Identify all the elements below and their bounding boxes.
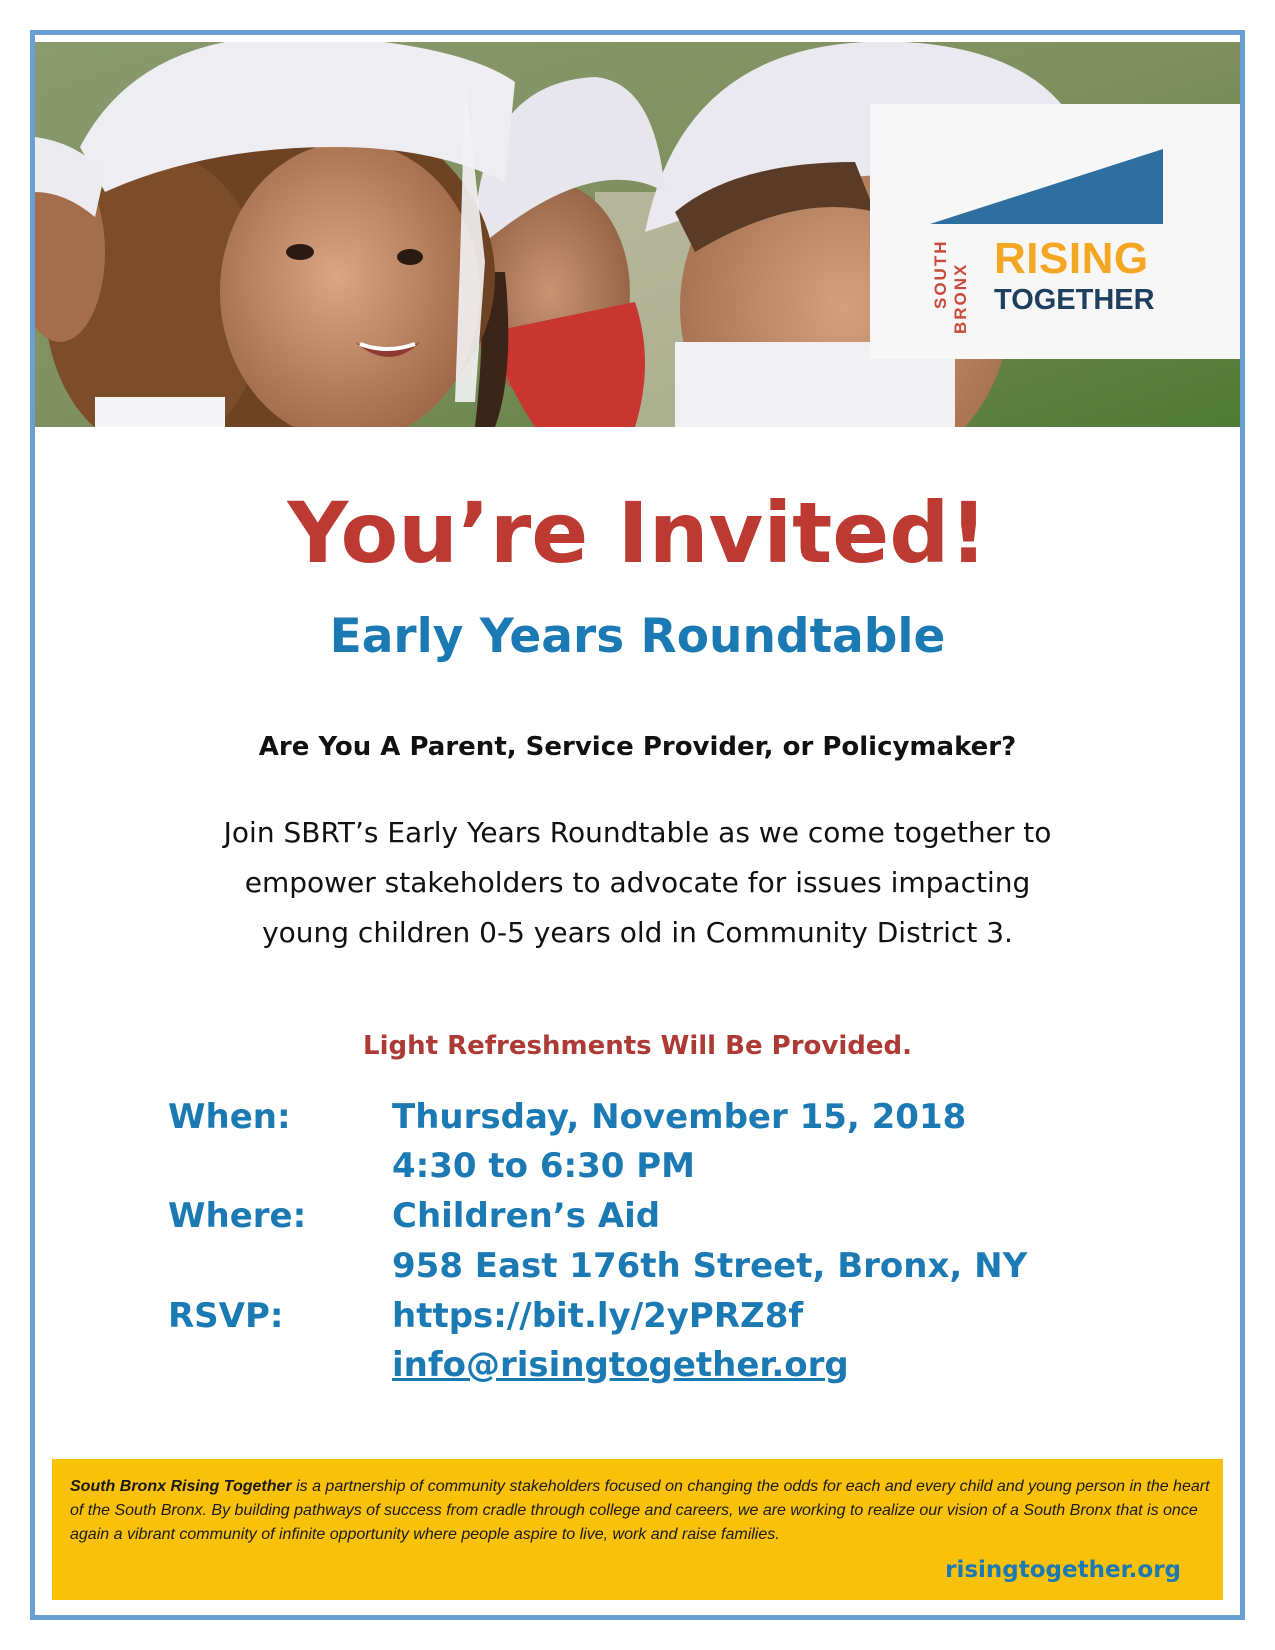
- invite-title: You’re Invited!: [287, 484, 988, 582]
- where-label: Where:: [168, 1196, 307, 1236]
- logo-triangle-icon: [870, 104, 1240, 359]
- when-label: When:: [168, 1097, 291, 1137]
- footer-website-link[interactable]: risingtogether.org: [945, 1557, 1181, 1583]
- rsvp-link[interactable]: https://bit.ly/2yPRZ8f: [392, 1296, 804, 1336]
- intro-line-1: Join SBRT’s Early Years Roundtable as we come together to: [223, 816, 1052, 849]
- audience-question: Are You A Parent, Service Provider, or Policymaker?: [258, 732, 1017, 762]
- event-date: Thursday, November 15, 2018: [392, 1097, 967, 1137]
- logo-rising-text: RISING: [994, 234, 1149, 283]
- refreshments-note: Light Refreshments Will Be Provided.: [363, 1031, 912, 1061]
- rsvp-email-link[interactable]: info@risingtogether.org: [392, 1345, 849, 1385]
- event-time: 4:30 to 6:30 PM: [392, 1146, 696, 1186]
- logo-south-text: SOUTH: [931, 239, 950, 309]
- footer-description: [70, 1475, 1210, 1547]
- hero-photo: [35, 42, 1240, 427]
- event-subtitle: Early Years Roundtable: [329, 609, 946, 664]
- footer-box: [52, 1459, 1223, 1600]
- sbrt-logo: [870, 104, 1240, 359]
- footer-org-name: South Bronx Rising Together: [70, 1478, 292, 1495]
- rsvp-label: RSVP:: [168, 1296, 284, 1336]
- footer-description-text: is a partnership of community stakeholders focused on changing the odds for each and every child and young person in the heart of the South Bronx. By building pathways of success from cradle through college and careers, we are working to realize our vision of a South Bronx that is once again a vibrant community of infinite opportunity where people aspire to live, work and raise families.: [70, 1478, 1210, 1543]
- intro-line-3: young children 0-5 years old in Community District 3.: [262, 916, 1013, 949]
- venue-name: Children’s Aid: [392, 1196, 661, 1236]
- venue-address: 958 East 176th Street, Bronx, NY: [392, 1246, 1028, 1286]
- logo-together-text: TOGETHER: [994, 284, 1155, 316]
- logo-bronx-text: BRONX: [951, 262, 970, 334]
- intro-line-2: empower stakeholders to advocate for issues impacting: [244, 866, 1031, 899]
